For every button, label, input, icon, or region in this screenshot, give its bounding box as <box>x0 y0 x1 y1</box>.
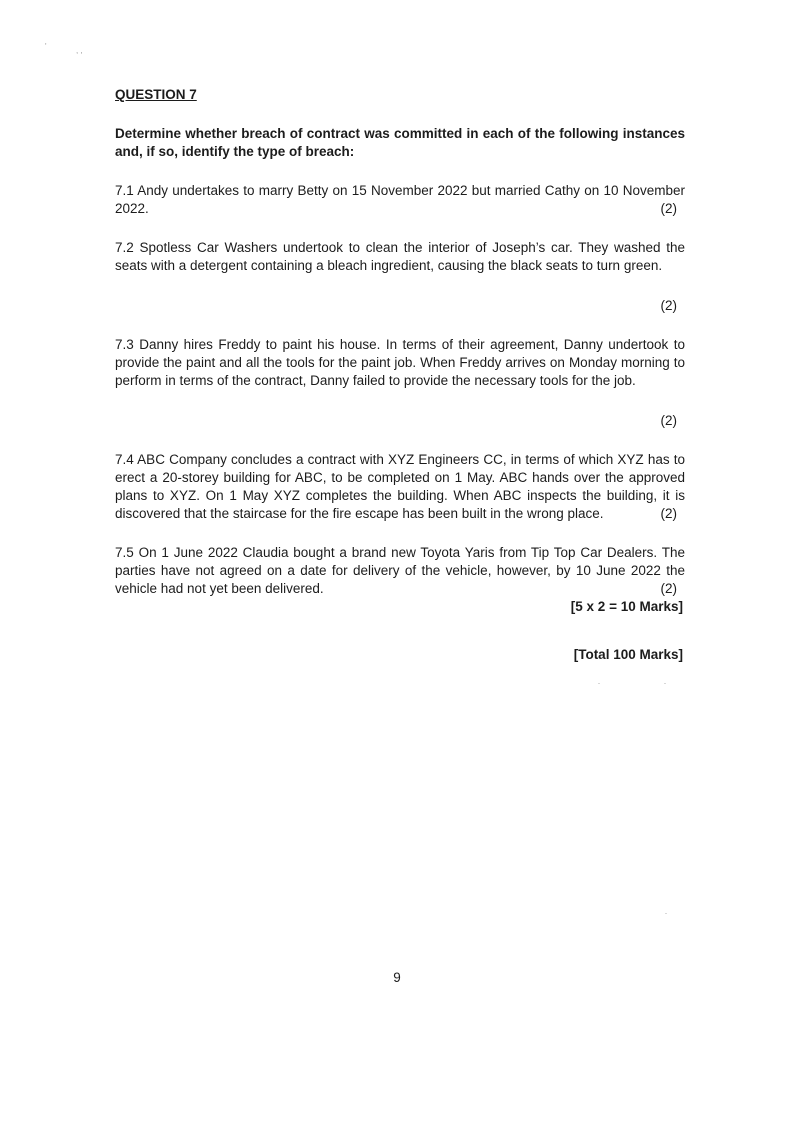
scan-artifact-mark: ' <box>45 42 47 51</box>
scan-artifact-mark: , , <box>76 46 83 55</box>
question-subtotal: [5 x 2 = 10 Marks] <box>570 599 683 614</box>
item-marks: (2) <box>660 413 677 428</box>
item-text: 7.3 Danny hires Freddy to paint his house. In terms of their agreement, Danny undertook to provide the paint and all the tools for the paint job. When Freddy arrives on Monday morning to perform in terms of the contract, Danny failed to provide the necessary tools for the job. <box>115 337 685 388</box>
page-number: 9 <box>393 970 401 985</box>
item-text: 7.2 Spotless Car Washers undertook to clean the interior of Joseph’s car. They washed the seats with a detergent containing a bleach ingredient, causing the black seats to turn green. <box>115 240 685 273</box>
question-item-7-2 <box>115 239 685 315</box>
scan-speck <box>665 913 667 914</box>
item-text: 7.1 Andy undertakes to marry Betty on 15 November 2022 but married Cathy on 10 November 2022. (2) <box>115 183 685 216</box>
question-item-7-5 <box>115 544 685 616</box>
question-section <box>115 86 685 664</box>
total-marks: [Total 100 Marks] <box>573 647 683 662</box>
question-item-7-1 <box>115 182 685 218</box>
question-title: QUESTION 7 <box>115 87 197 102</box>
question-item-7-3 <box>115 336 685 430</box>
item-marks: (2) <box>660 298 677 313</box>
item-text: 7.4 ABC Company concludes a contract with XYZ Engineers CC, in terms of which XYZ has to erect a 20-storey building for ABC, to be completed on 1 May. ABC hands over the approved plans to XYZ. On 1 May XYZ completes the building. When ABC inspects the building, it is discovered that the staircase for the fire escape has been built in the wrong place. (2) <box>115 452 685 521</box>
question-item-7-4 <box>115 451 685 523</box>
scan-speck <box>664 683 666 684</box>
scan-speck <box>598 683 600 684</box>
question-instruction: Determine whether breach of contract was committed in each of the following instances and, if so, identify the type of breach: <box>115 126 685 159</box>
item-marks: (2) <box>660 581 677 596</box>
item-text: 7.5 On 1 June 2022 Claudia bought a brand new Toyota Yaris from Tip Top Car Dealers. The parties have not agreed on a date for delivery of the vehicle, however, by 10 June 2022 the vehicle had not yet been delivered. (2) <box>115 545 685 596</box>
item-marks: (2) <box>660 201 677 216</box>
item-marks: (2) <box>660 506 677 521</box>
